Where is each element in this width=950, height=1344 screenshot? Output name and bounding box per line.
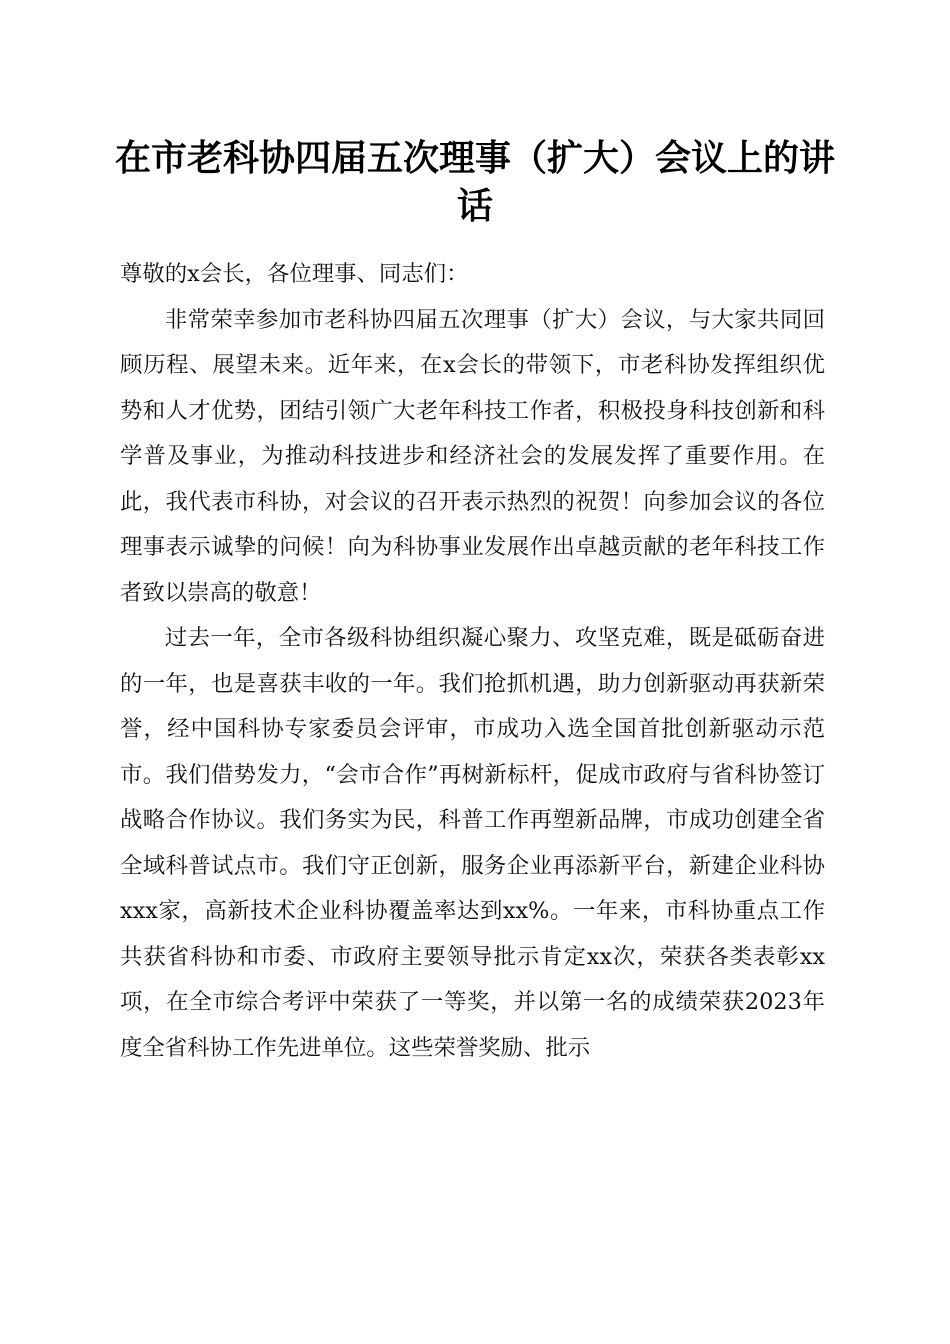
paragraph-2: 过去一年，全市各级科协组织凝心聚力、攻坚克难，既是砥砺奋进的一年，也是喜获丰收的一年。我们抢抓机遇，助力创新驱动再获新荣誉，经中国科协专家委员会评审，市成功入选全国首批创新驱动示范市。我们借势发力，“会市合作”再树新标杆，促成市政府与省科协签订战略合作协议。我们务实为民，科普工作再塑新品牌，市成功创建全省全域科普试点市。我们守正创新，服务企业再添新平台，新建企业科协xxx家，高新技术企业科协覆盖率达到xx%。一年来，市科协重点工作共获省科协和市委、市政府主要领导批示肯定xx次，荣获各类表彰xx项，在全市综合考评中荣获了一等奖，并以第一名的成绩荣获2023年度全省科协工作先进单位。这些荣誉奖励、批示	[120, 625, 825, 1061]
paragraph-1: 非常荣幸参加市老科协四届五次理事（扩大）会议，与大家共同回顾历程、展望未来。近年来，在x会长的带领下，市老科协发挥组织优势和人才优势，团结引领广大老年科技工作者，积极投身科技创新和科学普及事业，为推动科技进步和经济社会的发展发挥了重要作用。在此，我代表市科协，对会议的召开表示热烈的祝贺！向参加会议的各位理事表示诚挚的问候！向为科协事业发展作出卓越贡献的老年科技工作者致以崇高的敬意！	[120, 306, 825, 606]
document-body	[120, 252, 825, 1071]
document-title: 在市老科协四届五次理事（扩大）会议上的讲话	[114, 137, 835, 227]
salutation: 尊敬的x会长，各位理事、同志们：	[120, 261, 469, 287]
